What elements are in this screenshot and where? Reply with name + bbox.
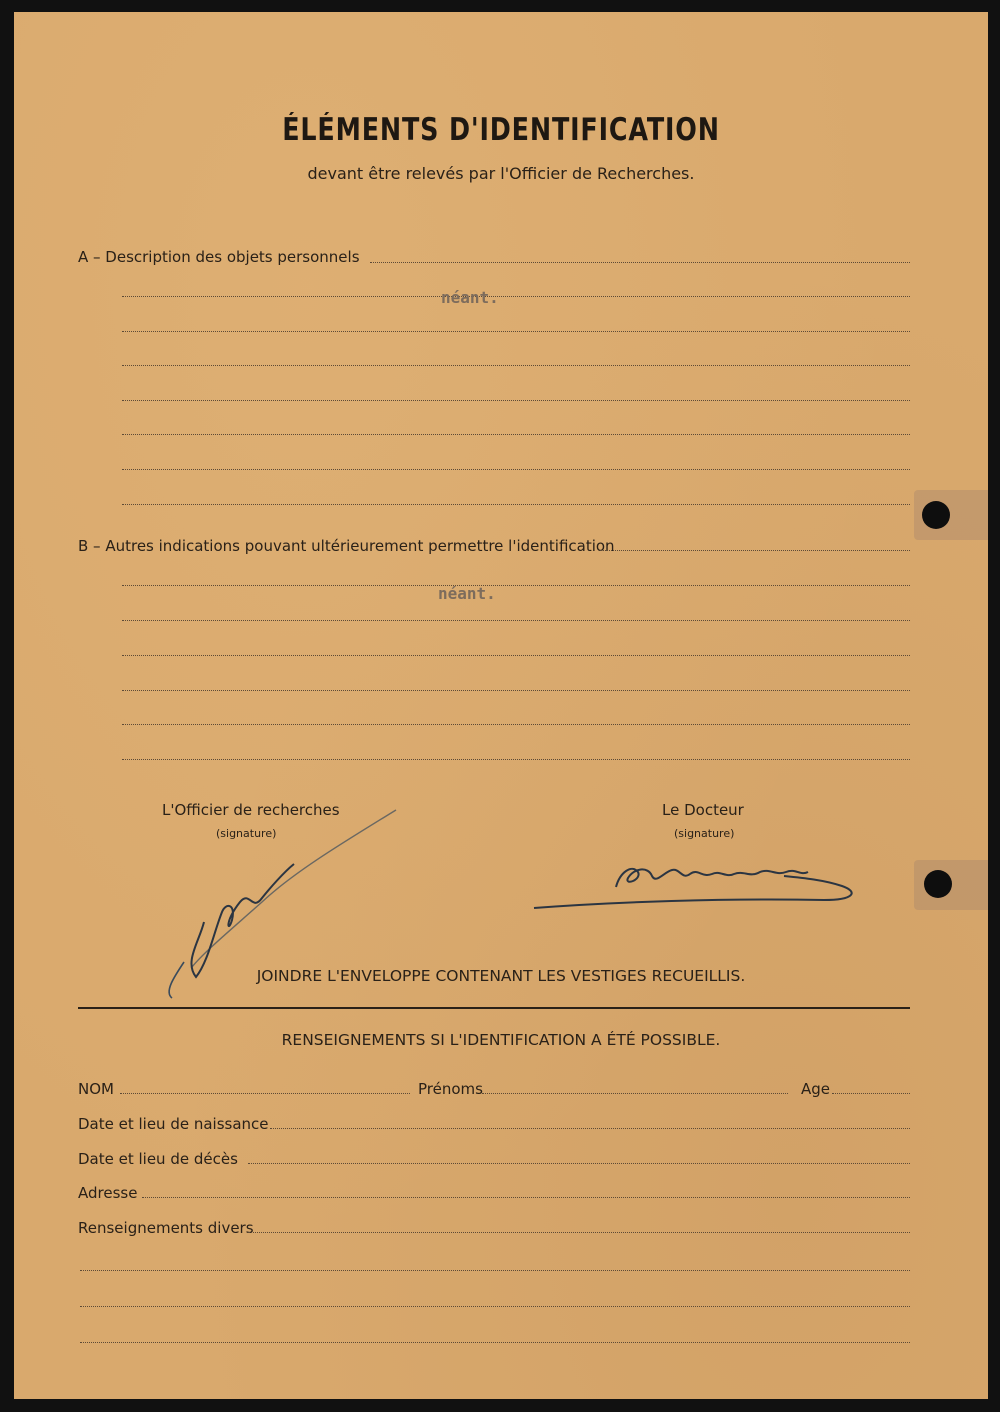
section-b-line-6 — [122, 724, 910, 725]
deces-label: Date et lieu de décès — [78, 1150, 238, 1168]
nom-line — [120, 1093, 410, 1094]
section-a-line-3 — [122, 331, 910, 332]
officer-signature-title: L'Officier de recherches — [162, 801, 340, 819]
section-a-line-7 — [122, 469, 910, 470]
section-a-line-8 — [122, 504, 910, 505]
punch-hole-bottom — [924, 870, 952, 898]
section-b-line-4 — [122, 655, 910, 656]
section-b-line-5 — [122, 690, 910, 691]
prenoms-line — [482, 1093, 788, 1094]
naissance-label: Date et lieu de naissance — [78, 1115, 269, 1133]
section-b-line-3 — [122, 620, 910, 621]
deces-line — [248, 1163, 910, 1164]
section-a-line-2 — [122, 296, 910, 297]
section-divider — [78, 1007, 910, 1009]
section-b-value: néant. — [438, 584, 496, 603]
divers-label: Renseignements divers — [78, 1219, 254, 1237]
divers-line-1 — [248, 1232, 910, 1233]
section-a-line-6 — [122, 434, 910, 435]
divers-line-4 — [80, 1342, 910, 1343]
prenoms-label: Prénoms — [418, 1080, 483, 1098]
divers-line-2 — [80, 1270, 910, 1271]
section-a-label: A – Description des objets personnels — [78, 248, 360, 266]
divers-line-3 — [80, 1306, 910, 1307]
page-title: ÉLÉMENTS D'IDENTIFICATION — [282, 112, 720, 148]
section-a-line-1 — [370, 262, 910, 263]
page-subtitle: devant être relevés par l'Officier de Recherches. — [307, 164, 695, 183]
officer-signature-caption: (signature) — [216, 827, 277, 840]
doctor-signature-title: Le Docteur — [662, 801, 744, 819]
section-a-value: néant. — [441, 288, 499, 307]
doctor-signature-image — [524, 842, 874, 922]
age-line — [832, 1093, 910, 1094]
punch-hole-top — [922, 501, 950, 529]
nom-label: NOM — [78, 1080, 114, 1098]
adresse-label: Adresse — [78, 1184, 138, 1202]
adresse-line — [142, 1197, 910, 1198]
form-sheet — [14, 12, 988, 1399]
section-b-label: B – Autres indications pouvant ultérieurement permettre l'identification — [78, 537, 615, 555]
section-b-line-7 — [122, 759, 910, 760]
enclosure-note: JOINDRE L'ENVELOPPE CONTENANT LES VESTIGES RECUEILLIS. — [256, 967, 746, 985]
age-label: Age — [801, 1080, 831, 1098]
naissance-line — [270, 1128, 910, 1129]
section-a-line-4 — [122, 365, 910, 366]
section-b-line-2 — [122, 585, 910, 586]
section-b-line-1 — [600, 550, 910, 551]
identification-heading: RENSEIGNEMENTS SI L'IDENTIFICATION A ÉTÉ POSSIBLE. — [281, 1031, 721, 1049]
section-a-line-5 — [122, 400, 910, 401]
doctor-signature-caption: (signature) — [674, 827, 735, 840]
